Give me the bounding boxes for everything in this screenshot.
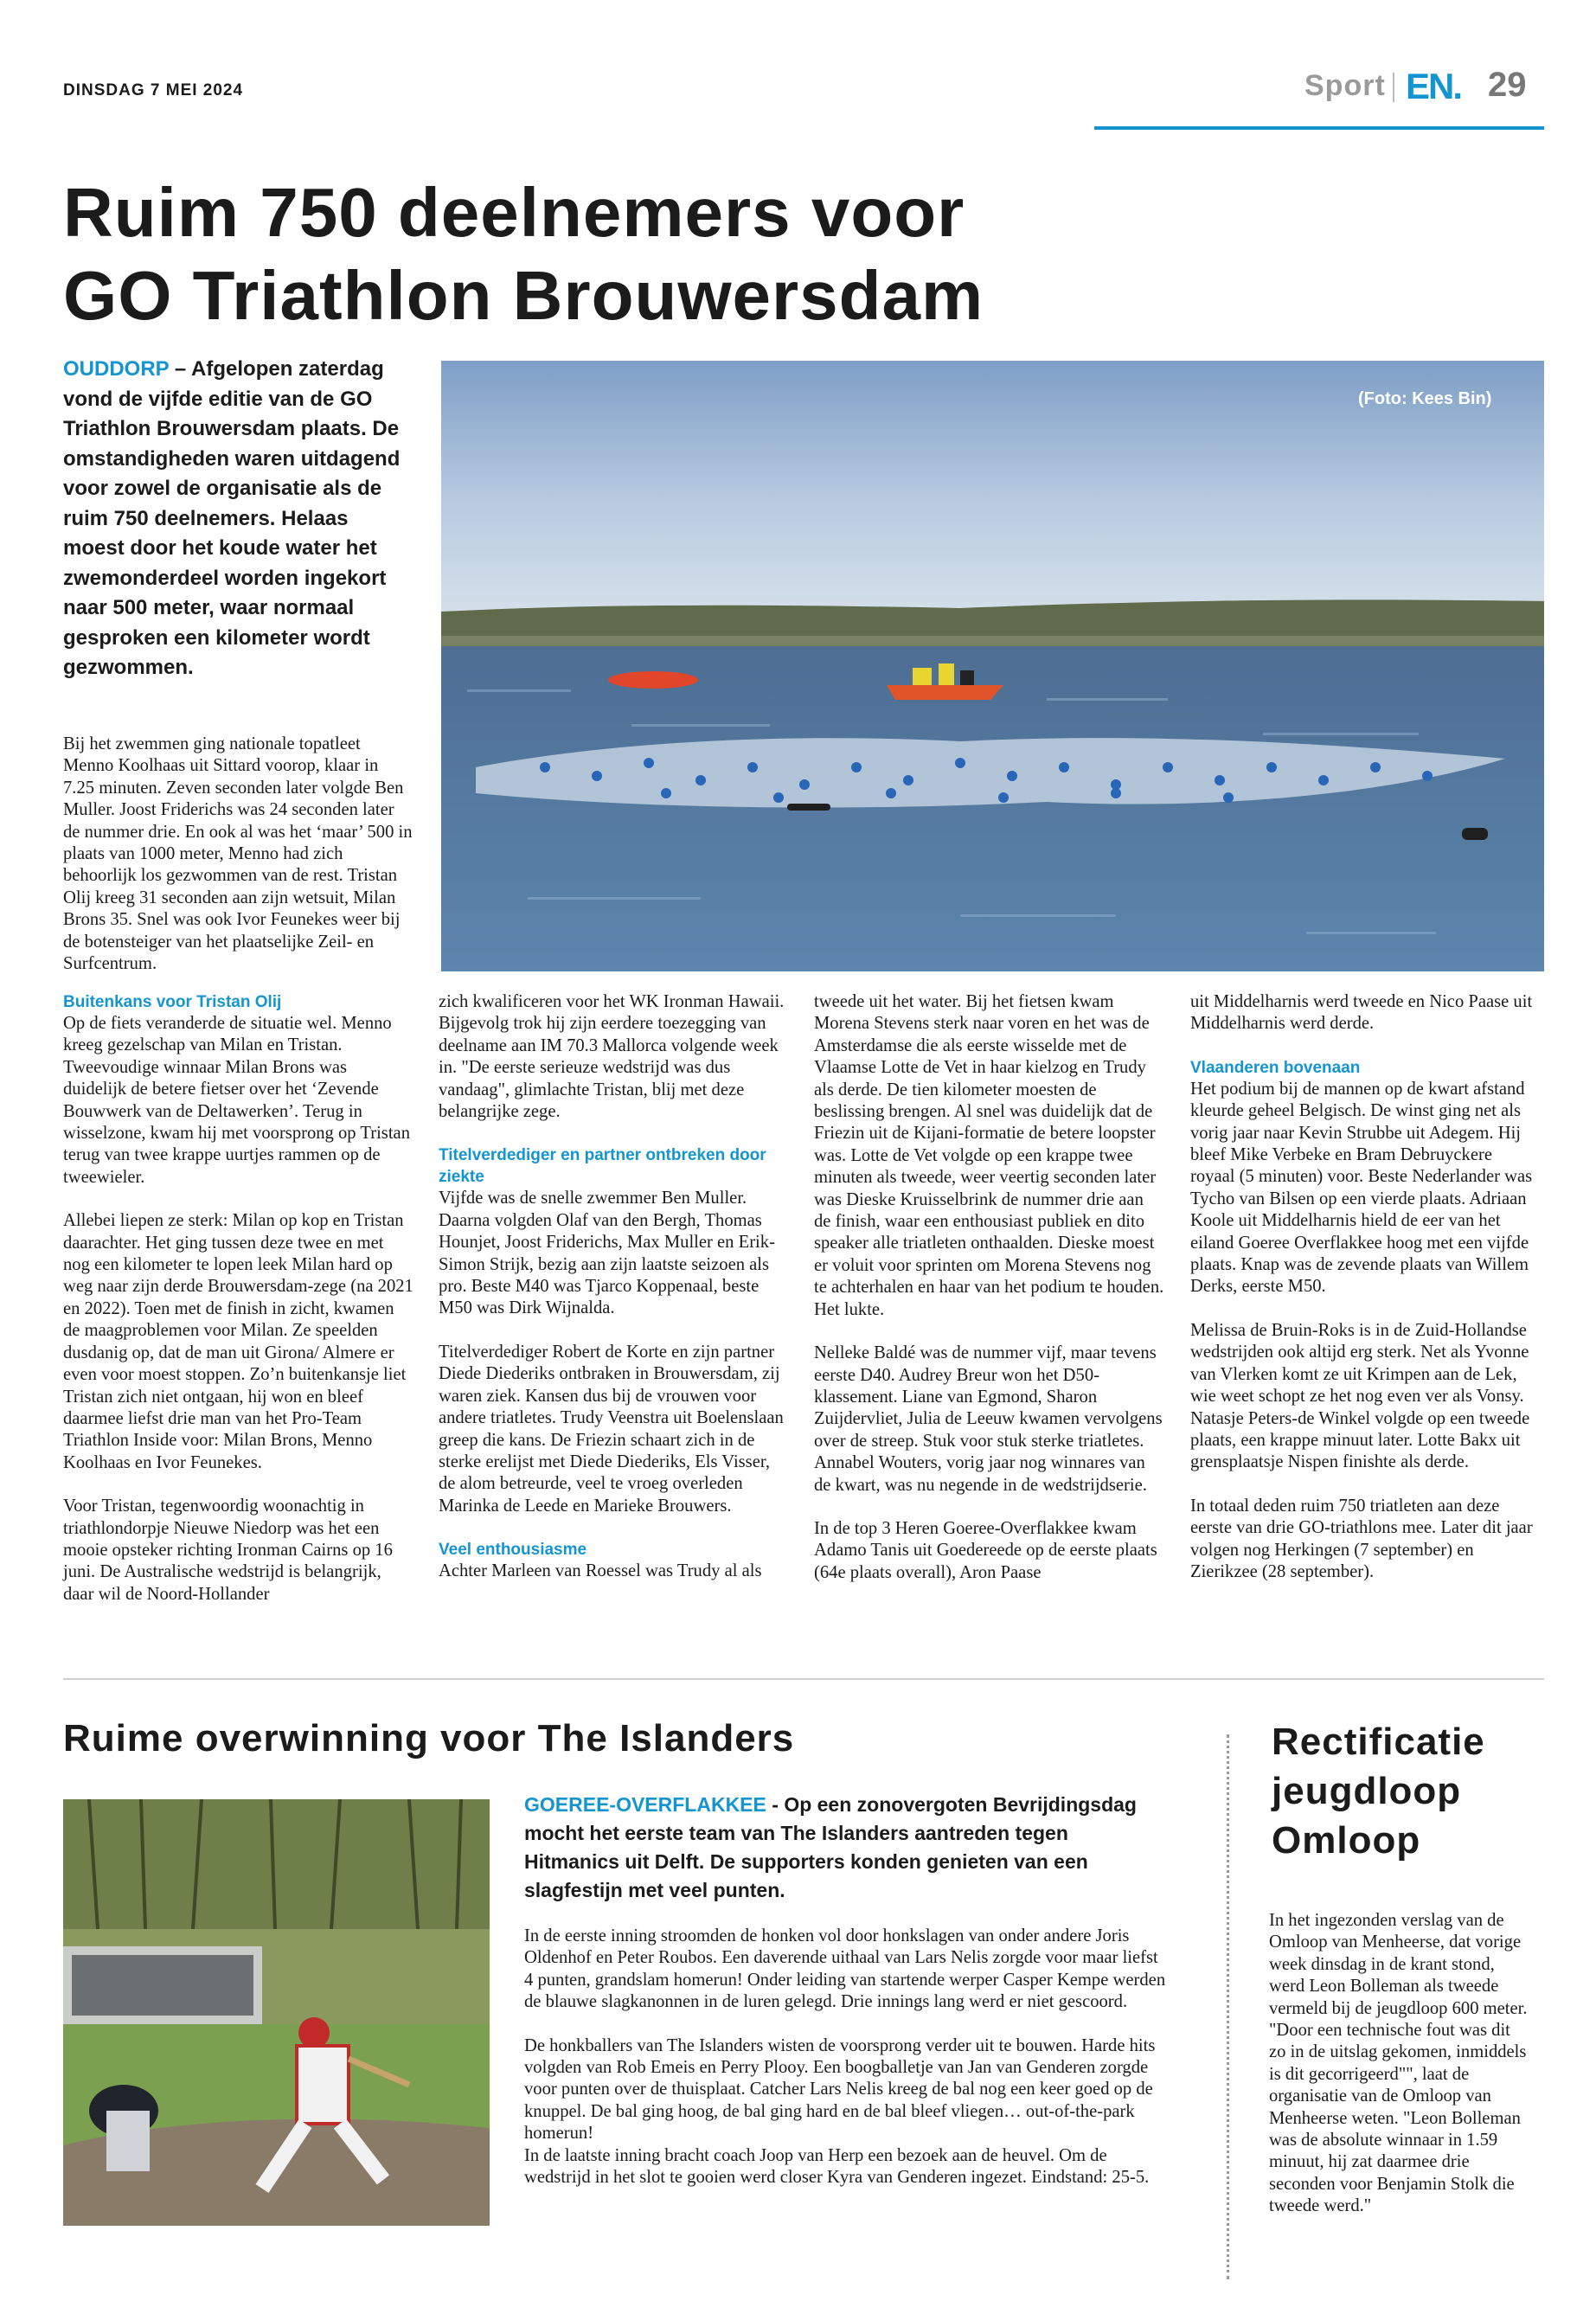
lead-dateline: OUDDORP — [63, 357, 170, 381]
paragraph: In totaal deden ruim 750 triatleten aan deze eerste van drie GO-triathlons mee. Later dit jaar volgen nog Herkingen (7 september) en Zierikzee (28 september). — [1190, 1496, 1533, 1581]
article-column-1 — [63, 734, 413, 997]
paragraph: Allebei liepen ze sterk: Milan op kop en Tristan daarachter. Het ging tussen deze twee en met nog een kilometer te lopen leek Milan hard op weg naar zijn derde Brouwersdam-zege (na 2021 en 2022). Toen met de finish in zicht, kwamen de maagproblemen voor Milan. Ze speelden dusdanig op, dat de man uit Girona/ Almere er even voor moest stoppen. Zo’n buitenkansje liet Tristan zich niet ontgaan, hij won en bleef daarmee liefst drie man van het Pro-Team Triathlon Inside voor: Milan Brons, Menno Koolhaas en Ivor Feunekes. — [63, 1211, 413, 1472]
paragraph: In de eerste inning stroomden de honken vol door honkslagen van onder andere Joris Oldenhof en Peter Roubos. Een daverende uithaal van Lars Nelis zorgde voor maar liefst 4 punten, grandslam homerun! Onder leiding van startende werper Casper Kempe werden de blauwe slagkanonnen in de luren gelegd. Drie innings lang werd er niet gescoord. — [524, 1926, 1166, 2012]
paragraph: tweede uit het water. Bij het fietsen kwam Morena Stevens sterk naar voren en het was de Amsterdamse die als eerste wisselde met de Vlaamse Lotte de Vet in haar kielzog en Trudy als derde. De tien kilometer moesten de beslissing brengen. Al snel was duidelijk dat de Friezin uit de Kijani-formatie de betere loopster was. Lotte de Vet volgde op een krappe twee minuten als tweede, weer veertig seconden later was Dieske Kruisselbrink de nummer drie aan de finish, waar een enthousiast publiek en dito speaker alle triatleten onthaalden. Dieske moest er voluit voor sprinten om Morena Stevens nog te achterhalen en haar van het podium te houden. Het lukte. — [814, 992, 1164, 1319]
triathlon-swim-photo — [441, 361, 1544, 971]
paragraph: In de top 3 Heren Goeree-Overflakkee kwam Adamo Tanis uit Goedereede op de eerste plaats (64e plaats overall), Aron Paase — [814, 1518, 1157, 1582]
baseball-article-headline: Ruime overwinning voor The Islanders — [63, 1717, 795, 1759]
page-number: 29 — [1488, 66, 1527, 104]
section-label: Sport — [1304, 69, 1386, 102]
paragraph: In de laatste inning bracht coach Joop van Herp een bezoek aan de heuvel. Om de wedstrijd in het slot te gooien werd closer Kyra van Genderen ingezet. Eindstand: 25-5. — [524, 2145, 1150, 2188]
article-headline — [63, 171, 1188, 337]
article-column-4 — [1190, 991, 1541, 1605]
triathlon-photo-illustration — [441, 361, 1544, 971]
article-column-1-continued — [63, 991, 413, 1627]
rectification-headline: Rectificatie jeugdloop Omloop — [1272, 1721, 1485, 1862]
issue-date: DINSDAG 7 MEI 2024 — [63, 81, 244, 99]
paragraph: Het podium bij de mannen op de kwart afstand kleurde geheel Belgisch. De winst ging net als vorig jaar naar Kevin Strubbe uit Adegem. Hij bleef Mike Verbeke en Bram Debruyckere royaal (5 minuten) voor. Beste Nederlander was Tycho van Bilsen op een vierde plaats. Adriaan Koole uit Middelharnis hield de eer van het eiland Goeree Overflakkee hoog met een vijfde plaats. Knap was de zevende plaats van Willem Derks, eerste M50. — [1190, 1079, 1533, 1297]
subheading: Buitenkans voor Tristan Olij — [63, 993, 282, 1011]
headline-line-1: Ruim 750 deelnemers voor — [63, 174, 965, 251]
baseball-article-body — [524, 1926, 1169, 2210]
paragraph: Melissa de Bruin-Roks is in de Zuid-Hollandse wedstrijden ook altijd erg sterk. Net als Yvonne van Vlerken komt ze uit Krimpen aan de Lek, wie weet schopt ze het nog even ver als Vonsy. Natasje Peters-de Winkel volgde op een tweede plaats, een krappe minuut later. Lotte Bakx uit grensplaatsje Nispen finishte als derde. — [1190, 1320, 1530, 1472]
paragraph: Bij het zwemmen ging nationale topatleet Menno Koolhaas uit Sittard voorop, klaar in 7.25 minuten. Zeven seconden later volgde Ben Muller. Joost Friderichs was 24 seconden later de nummer drie. En ook al was het ‘maar’ 500 in plaats van 1000 meter, Menno had zich behoorlijk los gezwommen van de rest. Tristan Olij kreeg 31 seconden aan zijn wetsuit, Milan Brons 35. Snel was ook Ivor Feunekes weer bij de botensteiger van het plaatselijke Zeil- en Surfcentrum. — [63, 734, 413, 974]
column-separator — [1227, 1734, 1229, 2279]
article-lead — [63, 355, 409, 683]
paragraph: De honkballers van The Islanders wisten de voorsprong verder uit te bouwen. Harde hits volgden van Rob Emeis en Perry Plooy. Een boogballetje van Jan van Genderen zorgde voor punten over de thuisplaat. Catcher Lars Nelis kreeg de bal nog een keer goed op de knuppel. De bal ging hoog, de bal ging hard en de bal bleef vliegen… out-of-the-park homerun! — [524, 2035, 1156, 2144]
article-column-3 — [814, 991, 1164, 1606]
lead-dateline: GOEREE-OVERFLAKKEE — [524, 1793, 766, 1816]
paragraph: Vijfde was de snelle zwemmer Ben Muller. Daarna volgden Olaf van den Bergh, Thomas Hounjet, Joost Friderichs, Max Muller en Erik-Simon Strijk, bezig aan zijn laatste seizoen als pro. Beste M40 was Tjarco Koppenaal, beste M50 was Dirk Wijnalda. — [439, 1189, 775, 1318]
paragraph: Achter Marleen van Roessel was Trudy al als — [439, 1561, 762, 1581]
paragraph: uit Middelharnis werd tweede en Nico Paase uit Middelharnis werd derde. — [1190, 992, 1533, 1034]
paragraph: Op de fiets veranderde de situatie wel. Menno kreeg gezelschap van Milan en Tristan. Tweevoudige winnaar Milan Brons was duidelijk de betere fietser over het ‘Zevende Bouwwerk van de Deltawerken’. Terug in wisselzone, kwam hij met voorsprong op Tristan terug van twee krappe uurtjes rammen op de tweewieler. — [63, 1014, 410, 1187]
paragraph: In het ingezonden verslag van de Omloop van Menheerse, dat vorige week dinsdag in de krant stond, werd Leon Bolleman als tweede vermeld bij de jeugdloop 600 meter. "Door een technische fout was dit zo in de uitslag gekomen, inmiddels is dit gecorrigeerd"", laat de organisatie van de Omloop van Menheerse weten. "Leon Bolleman was de absolute winnaar in 1.59 minuut, hij zat daarmee drie seconden voor Benjamin Stolk die tweede werd." — [1269, 1911, 1528, 2216]
paragraph: Titelverdediger Robert de Korte en zijn partner Diede Diederiks ontbraken in Brouwersdam, zij waren ziek. Kansen dus bij de vrouwen voor andere triatletes. Trudy Veenstra uit Boelenslaan greep die kans. De Friezin schaart zich in de sterke erelijst met Diede Diederiks, Els Visser, de alom betreurde, veel te vroeg overleden Marinka de Leede en Marieke Brouwers. — [439, 1342, 784, 1516]
baseball-article-lead — [524, 1791, 1164, 1905]
header-separator — [1393, 73, 1394, 102]
section-divider — [63, 1678, 1544, 1680]
subheading: Vlaanderen bovenaan — [1190, 1058, 1361, 1077]
lead-text: - Op een zonovergoten Bevrijdingsdag mocht het eerste team van The Islanders aantreden tegen Hitmanics uit Delft. De supporters konden genieten van een slagfestijn met veel punten. — [524, 1793, 1137, 1901]
baseball-photo-illustration — [63, 1799, 490, 2226]
paragraph: Voor Tristan, tegenwoordig woonachtig in triathlondorpje Nieuwe Niedorp was het een mooie opsteker richting Ironman Cairns op 16 juni. De Australische wedstrijd is belangrijk, daar wil de Noord-Hollander — [63, 1497, 393, 1604]
article-column-2 — [439, 991, 789, 1605]
header-rule — [1094, 126, 1544, 130]
subheading: Titelverdediger en partner ontbreken door ziekte — [439, 1146, 766, 1187]
headline-line-2: GO Triathlon Brouwersdam — [63, 257, 984, 334]
subheading: Veel enthousiasme — [439, 1541, 587, 1560]
photo-credit: (Foto: Kees Bin) — [1358, 389, 1492, 408]
paragraph: Nelleke Baldé was de nummer vijf, maar tevens eerste D40. Audrey Breur won het D50-klassement. Liane van Egmond, Sharon Zuijdervliet, Julia de Leeuw kwamen vervolgens over de streep. Stuk voor stuk sterke triatletes. Annabel Wouters, vorig jaar nog winnares van de kwart, was nu negende in de wedstrijdserie. — [814, 1343, 1163, 1495]
publication-logo: EN. — [1406, 66, 1462, 106]
baseball-photo — [63, 1799, 490, 2226]
rectification-body — [1269, 1910, 1529, 2240]
lead-text: – Afgelopen zaterdag vond de vijfde editie van de GO Triathlon Brouwersdam plaats. De omstandigheden waren uitdagend voor zowel de organisatie als de ruim 750 deelnemers. Helaas moest door het koude water het zwemonderdeel worden ingekort naar 500 meter, waar normaal gesproken een kilometer wordt gezwommen. — [63, 357, 401, 679]
paragraph: zich kwalificeren voor het WK Ironman Hawaii. Bijgevolg trok hij zijn eerdere toezegging van deelname aan IM 70.3 Mallorca volgende week in. "De eerste serieuze wedstrijd was dus vandaag", glimlachte Tristan, blij met deze belangrijke zege. — [439, 992, 785, 1122]
